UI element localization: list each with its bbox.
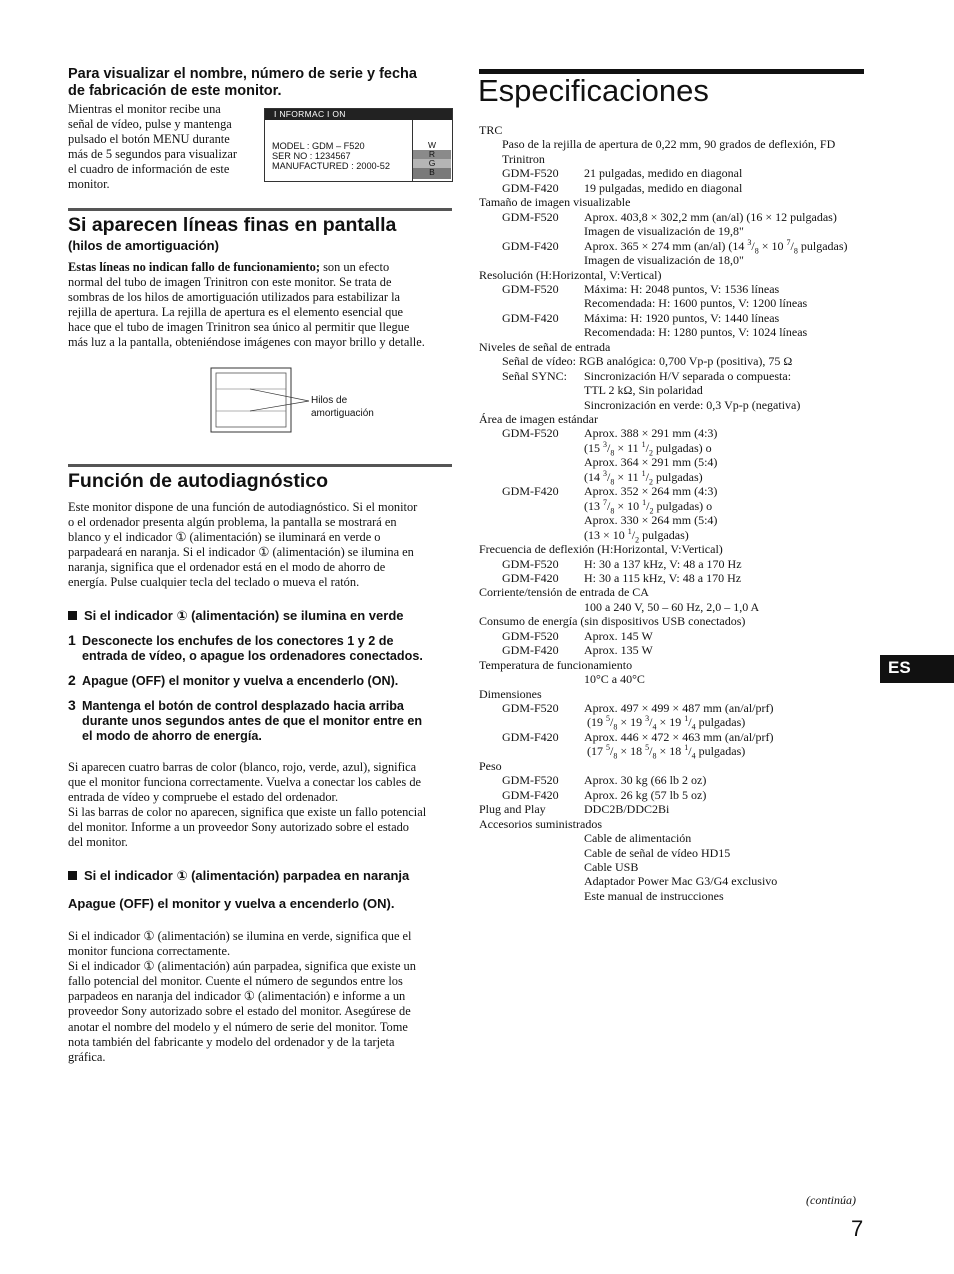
spec-value: 10°C a 40°C xyxy=(584,672,645,687)
text-line: rejilla de apertura. La rejilla de apertura es el elemento esencial que xyxy=(68,305,404,320)
text-line: del monitor. Informe a un proveedor Sony autorizado sobre el estado xyxy=(68,820,409,835)
spec-label: GDM-F520 xyxy=(502,628,559,643)
spec-value: Imagen de visualización de 18,0" xyxy=(584,253,744,268)
spec-value: 21 pulgadas, medido en diagonal xyxy=(584,166,743,181)
spec-label: GDM-F420 xyxy=(502,729,559,744)
spec-value: Aprox. 330 × 264 mm (5:4) xyxy=(584,513,718,528)
spec-label: GDM-F420 xyxy=(502,180,559,195)
spec-label: Señal de vídeo: RGB analógica: 0,700 Vp-p (positiva), 75 Ω xyxy=(502,354,793,369)
text-line: Si el indicador ① (alimentación) se ilumina en verde, significa que el xyxy=(68,929,412,943)
spec-value: Sincronización en verde: 0,3 Vp-p (negativa) xyxy=(584,397,801,412)
text-line: normal del tubo de imagen Trinitron con este monitor. Se trata de xyxy=(68,275,392,290)
text-line: Mantenga el botón de control desplazado hacia arriba xyxy=(82,699,404,713)
spec-category: Dimensiones xyxy=(479,686,542,701)
spec-value: (17 $^5/_8 \times 18$ $^5/_8 \times 18$ $^1/_4$ pulgadas) xyxy=(584,743,746,761)
spec-value: Recomendada: H: 1280 puntos, V: 1024 líneas xyxy=(584,325,808,340)
spec-label: GDM-F520 xyxy=(502,773,559,788)
spec-value: (15 $^3/_8 \times 11$ $^1/_2$ pulgadas) o xyxy=(584,439,712,458)
step-number: 2 xyxy=(68,672,76,688)
text-line: monitor. xyxy=(68,177,110,192)
text-line: proveedor Sony autorizado sobre el estado del monitor. Asegúrese de xyxy=(68,1004,411,1019)
text-line: naranja, significa que el ordenador está en el modo de ahorro de xyxy=(68,560,386,575)
spec-category: Área de imagen estándar xyxy=(479,412,598,426)
text-line: Desconecte los enchufes de los conectores 1 y 2 de xyxy=(82,634,394,648)
text-line: sombras de los hilos de amortiguación utilizados para estabilizar la xyxy=(68,290,401,305)
spec-label: GDM-F520 xyxy=(502,556,559,571)
orange-indicator-text: Si el indicador ① (alimentación) parpadea en naranja xyxy=(84,868,410,883)
info-model: MODEL : GDM – F520 xyxy=(272,141,365,151)
step-3-text xyxy=(82,699,462,744)
color-bar-red: R xyxy=(413,150,451,159)
spec-category: Peso xyxy=(479,758,502,773)
text-line: pulsado el botón MENU durante xyxy=(68,132,230,147)
info-heading xyxy=(68,66,458,100)
spec-value: TTL 2 kΩ, Sin polaridad xyxy=(584,383,703,398)
spec-label: GDM-F420 xyxy=(502,484,559,499)
spec-label: GDM-F420 xyxy=(502,787,559,802)
continues-note: (continúa) xyxy=(806,1193,856,1207)
spec-category: Frecuencia de deflexión (H:Horizontal, V:Vertical) xyxy=(479,542,723,557)
spec-value: DDC2B/DDC2Bi xyxy=(584,802,670,817)
spec-category: TRC xyxy=(479,123,503,137)
spec-value: Este manual de instrucciones xyxy=(584,888,724,903)
spec-value: Imagen de visualización de 19,8" xyxy=(584,224,744,239)
color-bar-green: G xyxy=(413,159,451,168)
diagnostic-paragraph xyxy=(68,500,458,591)
spec-value: (19 $^5/_8 \times 19$ $^3/_4 \times 19$ $^1/_4$ pulgadas) xyxy=(584,714,746,732)
spec-value: 100 a 240 V, 50 – 60 Hz, 2,0 – 1,0 A xyxy=(584,599,760,614)
spec-label: GDM-F520 xyxy=(502,166,559,181)
lines-bold-lead: Estas líneas no indican fallo de funcionamiento; xyxy=(68,260,320,274)
figure-label-line: amortiguación xyxy=(311,408,374,419)
spec-value: Cable USB xyxy=(584,859,639,874)
spec-value: Aprox. 135 W xyxy=(584,643,653,658)
color-bar-blue: B xyxy=(413,168,451,179)
text-line: entrada de vídeo y compruebe el estado del ordenador. xyxy=(68,790,339,805)
final-paragraph xyxy=(68,929,458,1065)
spec-value: Cable de señal de vídeo HD15 xyxy=(584,845,731,860)
step-2-text xyxy=(82,674,462,689)
green-indicator-heading xyxy=(68,608,403,624)
step-number: 3 xyxy=(68,697,76,713)
info-heading-line: Para visualizar el nombre, número de serie y fecha xyxy=(68,66,417,82)
spec-category: Plug and Play xyxy=(479,802,546,817)
spec-label: GDM-F520 xyxy=(502,426,559,441)
spec-label: GDM-F520 xyxy=(502,281,559,296)
bullet-square-icon xyxy=(68,871,77,880)
language-tab xyxy=(880,655,954,683)
info-manufactured: MANUFACTURED : 2000-52 xyxy=(272,161,390,171)
spec-label: Trinitron xyxy=(502,151,545,166)
info-serial: SER NO : 1234567 xyxy=(272,151,351,161)
text-line: Este monitor dispone de una función de autodiagnóstico. Si el monitor xyxy=(68,500,418,514)
spec-category: Resolución (H:Horizontal, V:Vertical) xyxy=(479,267,662,282)
step-number: 1 xyxy=(68,632,76,648)
spec-value: Aprox. 497 × 499 × 487 mm (an/al/prf) xyxy=(584,701,774,715)
text-line: fallo potencial del monitor. Cuente el número de segundos entre los xyxy=(68,974,403,989)
lines-heading: Si aparecen líneas finas en pantalla xyxy=(68,214,397,236)
spec-value: Aprox. 365 × 274 mm (an/al) (14 $^3/_8 \times 10$ $^7/_8$ pulgadas) xyxy=(584,237,848,255)
text-line: energía. Pulse cualquier tecla del teclado o mueva el ratón. xyxy=(68,575,360,590)
diagnostic-heading: Función de autodiagnóstico xyxy=(68,470,328,492)
text-line: el cuadro de información de este xyxy=(68,162,230,177)
lines-paragraph xyxy=(68,260,458,351)
spec-value: (13 $^7/_8 \times 10$ $^1/_2$ pulgadas) o xyxy=(584,497,713,516)
text-line: que el monitor funciona correctamente. Vuelva a conectar los cables de xyxy=(68,775,422,790)
spec-category: Tamaño de imagen visualizable xyxy=(479,195,631,210)
text-line: Si aparecen cuatro barras de color (blanco, rojo, verde, azul), significa xyxy=(68,760,417,774)
section-rule xyxy=(68,208,452,211)
text-span: son un efecto xyxy=(319,260,390,274)
spec-value: (14 $^3/_8 \times 11$ $^1/_2$ pulgadas) xyxy=(584,468,703,487)
section-rule xyxy=(68,464,452,467)
page-number: 7 xyxy=(851,1216,864,1241)
info-paragraph xyxy=(68,102,258,193)
spec-value: Recomendada: H: 1600 puntos, V: 1200 líneas xyxy=(584,296,808,311)
figure-label xyxy=(311,394,374,420)
spec-category: Temperatura de funcionamiento xyxy=(479,657,633,672)
spec-value: Máxima: H: 2048 puntos, V: 1536 líneas xyxy=(584,281,780,296)
spec-category: Accesorios suministrados xyxy=(479,816,602,831)
spec-label: GDM-F420 xyxy=(502,570,559,585)
spec-value: H: 30 a 115 kHz, V: 48 a 170 Hz xyxy=(584,570,742,585)
information-box-title: I NFORMAC I ON xyxy=(265,109,452,120)
spec-value: Aprox. 403,8 × 302,2 mm (an/al) (16 × 12 pulgadas) xyxy=(584,209,837,224)
spec-category: Niveles de señal de entrada xyxy=(479,339,611,354)
text-line xyxy=(68,260,458,275)
spec-value: Aprox. 26 kg (57 lb 5 oz) xyxy=(584,787,707,802)
step-1-text xyxy=(82,634,462,664)
text-line: Apague (OFF) el monitor y vuelva a encenderlo (ON). xyxy=(82,674,399,688)
text-line: del monitor. xyxy=(68,835,128,850)
text-line: blanco y el indicador ① (alimentación) se iluminará en verde o xyxy=(68,530,381,545)
spec-label: GDM-F420 xyxy=(502,643,559,658)
spec-label: GDM-F520 xyxy=(502,701,559,715)
text-line: monitor funciona correctamente. xyxy=(68,944,231,959)
spec-value: 19 pulgadas, medido en diagonal xyxy=(584,180,743,195)
text-line: parpadeos en naranja del indicador ① (alimentación) e informe a un xyxy=(68,989,406,1004)
text-line: el modo de ahorro de energía. xyxy=(82,729,262,743)
text-line: durante unos segundos antes de que el monitor entre en xyxy=(82,714,423,728)
spec-label: Paso de la rejilla de apertura de 0,22 mm, 90 grados de deflexión, FD xyxy=(502,137,836,152)
page-title: Especificaciones xyxy=(478,73,709,108)
spec-value: Aprox. 446 × 472 × 463 mm (an/al/prf) xyxy=(584,729,774,744)
text-line: Si el indicador ① (alimentación) aún parpadea, significa que existe un xyxy=(68,959,416,974)
orange-indicator-heading xyxy=(68,868,409,884)
language-tab-label: ES xyxy=(888,658,911,677)
lines-subheading: (hilos de amortiguación) xyxy=(68,238,219,253)
orange-step-text: Apague (OFF) el monitor y vuelva a encenderlo (ON). xyxy=(68,896,395,911)
color-bars-paragraph xyxy=(68,760,458,851)
spec-category: Consumo de energía (sin dispositivos USB conectados) xyxy=(479,614,746,629)
spec-label: GDM-F520 xyxy=(502,209,559,224)
figure-label-line: Hilos de xyxy=(311,395,348,406)
spec-value: Aprox. 364 × 291 mm (5:4) xyxy=(584,455,718,470)
text-line: más luz a la pantalla, obteniéndose imágenes con mayor brillo y detalle. xyxy=(68,335,425,350)
spec-category: Corriente/tensión de entrada de CA xyxy=(479,585,649,600)
text-line: Si las barras de color no aparecen, significa que existe un fallo potencial xyxy=(68,805,427,820)
color-bar-white: W xyxy=(413,141,451,150)
bullet-square-icon xyxy=(68,611,77,620)
spec-value: Cable de alimentación xyxy=(584,831,692,846)
spec-value: (13 × 10 $^1/_2$ pulgadas) xyxy=(584,526,689,544)
spec-label: Señal SYNC: xyxy=(502,368,568,383)
text-line: nota también del fabricante y modelo del ordenador y de la tarjeta xyxy=(68,1034,395,1049)
green-indicator-text: Si el indicador ① (alimentación) se ilumina en verde xyxy=(84,608,404,623)
text-line: entrada de vídeo, o apague los ordenadores conectados. xyxy=(82,649,423,663)
info-heading-line: de fabricación de este monitor. xyxy=(68,83,282,99)
damper-wire-illustration xyxy=(210,367,310,433)
spec-label: GDM-F420 xyxy=(502,310,559,325)
text-line: hace que el tubo de imagen Trinitron sea único al permitir que llegue xyxy=(68,320,410,335)
text-line: gráfica. xyxy=(68,1049,106,1064)
text-line: anotar el nombre del modelo y el número de serie del monitor. Tome xyxy=(68,1019,408,1034)
spec-value: Aprox. 30 kg (66 lb 2 oz) xyxy=(584,773,707,788)
text-line: Mientras el monitor recibe una xyxy=(68,102,221,116)
text-line: señal de vídeo, pulse y mantenga xyxy=(68,117,232,132)
spec-label: GDM-F420 xyxy=(502,238,559,253)
text-line: o el ordenador presenta algún problema, la pantalla se mostrará en xyxy=(68,515,397,530)
spec-value: Adaptador Power Mac G3/G4 exclusivo xyxy=(584,874,778,889)
spec-value: Aprox. 388 × 291 mm (4:3) xyxy=(584,426,718,441)
spec-value: Aprox. 352 × 264 mm (4:3) xyxy=(584,484,718,499)
text-line: más de 5 segundos para visualizar xyxy=(68,147,237,162)
spec-value: H: 30 a 137 kHz, V: 48 a 170 Hz xyxy=(584,556,742,571)
spec-value: Sincronización H/V separada o compuesta: xyxy=(584,368,792,383)
text-line: parpadeará en naranja. Si el indicador ① (alimentación) se ilumina en xyxy=(68,545,414,560)
spec-value: Máxima: H: 1920 puntos, V: 1440 líneas xyxy=(584,310,780,325)
spec-value: Aprox. 145 W xyxy=(584,628,653,643)
